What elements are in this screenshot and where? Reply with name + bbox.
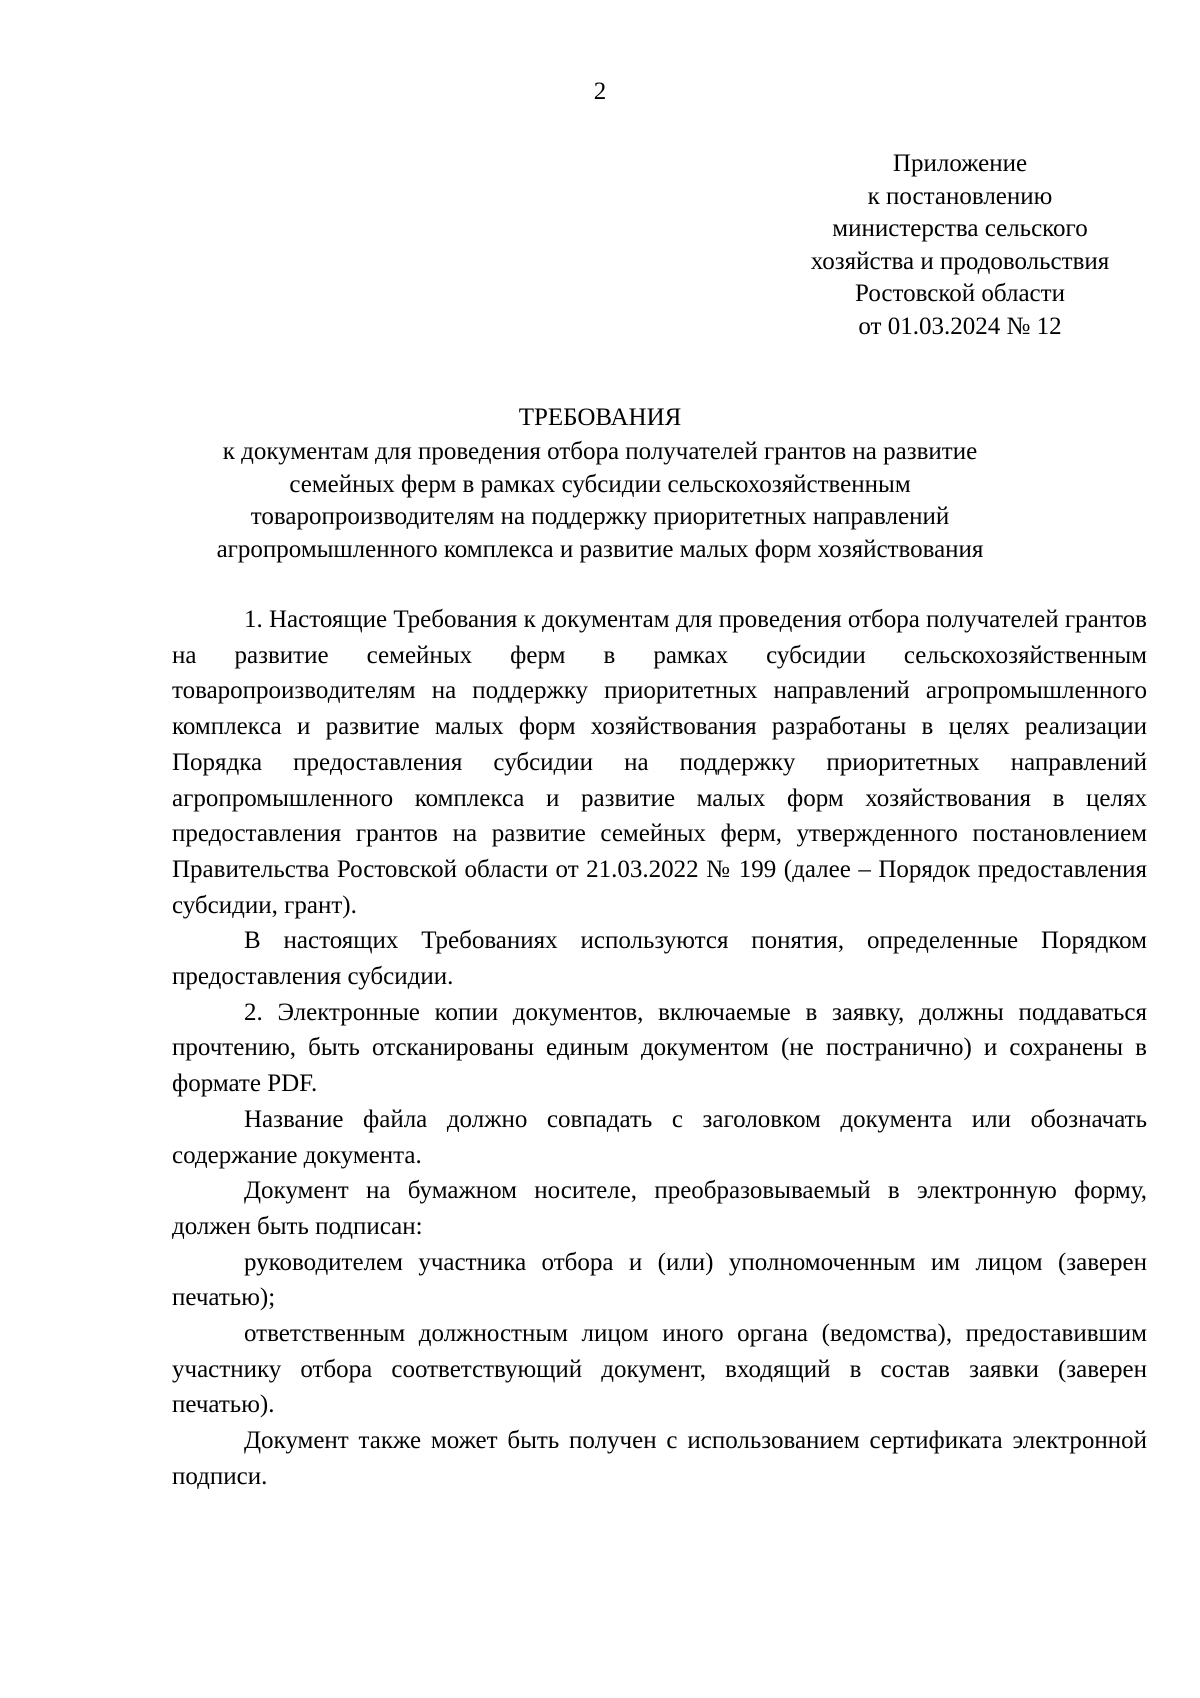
- appendix-line: Приложение: [892, 150, 1028, 177]
- paragraph: 2. Электронные копии документов, включаемые в заявку, должны поддаваться прочтению, быть отсканированы единым документом (не постранично) и сохранены в формате PDF.: [172, 998, 1147, 1098]
- appendix-line: к постановлению: [867, 182, 1053, 210]
- subtitle-line: к документам для проведения отбора получателей грантов на развитие: [222, 438, 978, 465]
- paragraph: руководителем участника отбора и (или) уполномоченным им лицом (заверен печатью);: [172, 1248, 1147, 1312]
- appendix-line: хозяйства и продовольствия: [810, 247, 1110, 275]
- document-subtitle: [0, 436, 1200, 566]
- appendix-line: Ростовской области: [855, 280, 1065, 307]
- subtitle-line: товаропроизводителям на поддержку приоритетных направлений: [250, 503, 950, 530]
- appendix-block: [760, 148, 1160, 343]
- paragraph: Документ также может быть получен с использованием сертификата электронной подписи.: [172, 1427, 1147, 1490]
- document-title: ТРЕБОВАНИЯ: [518, 404, 682, 431]
- paragraph: Документ на бумажном носителе, преобразовываемый в электронную форму, должен быть подписан:: [172, 1177, 1147, 1240]
- paragraph: ответственным должностным лицом иного органа (ведомства), предоставившим участнику отбора соответствующий документ, входящий в состав заявки (заверен печатью).: [172, 1320, 1147, 1419]
- subtitle-line: агропромышленного комплекса и развитие малых форм хозяйствования: [216, 535, 984, 563]
- paragraph: Название файла должно совпадать с заголовком документа или обозначать содержание документа.: [172, 1105, 1147, 1169]
- subtitle-line: семейных ферм в рамках субсидии сельскохозяйственным: [289, 470, 911, 498]
- paragraph: В настоящих Требованиях используются понятия, определенные Порядком предоставления субсидии.: [172, 927, 1147, 991]
- page-number: 2: [593, 78, 607, 105]
- paragraph: 1. Настоящие Требования к документам для проведения отбора получателей грантов на развитие семейных ферм в рамках субсидии сельскохозяйственным товаропроизводителям на поддержку приоритетных направлений агропромышленного комплекса и развитие малых форм хозяйствования разработаны в целях реализации Порядка предоставления субсидии на поддержку приоритетных направлений агропромышленного комплекса и развитие малых форм хозяйствования в целях предоставления грантов на развитие семейных ферм, утвержденного постановлением Правительства Ростовской области от 21.03.2022 № 199 (далее – Порядок предоставления субсидии, грант).: [172, 606, 1147, 919]
- appendix-line: от 01.03.2024 № 12: [858, 312, 1062, 340]
- document-body: [172, 602, 1147, 1495]
- appendix-line: министерства сельского: [832, 215, 1088, 242]
